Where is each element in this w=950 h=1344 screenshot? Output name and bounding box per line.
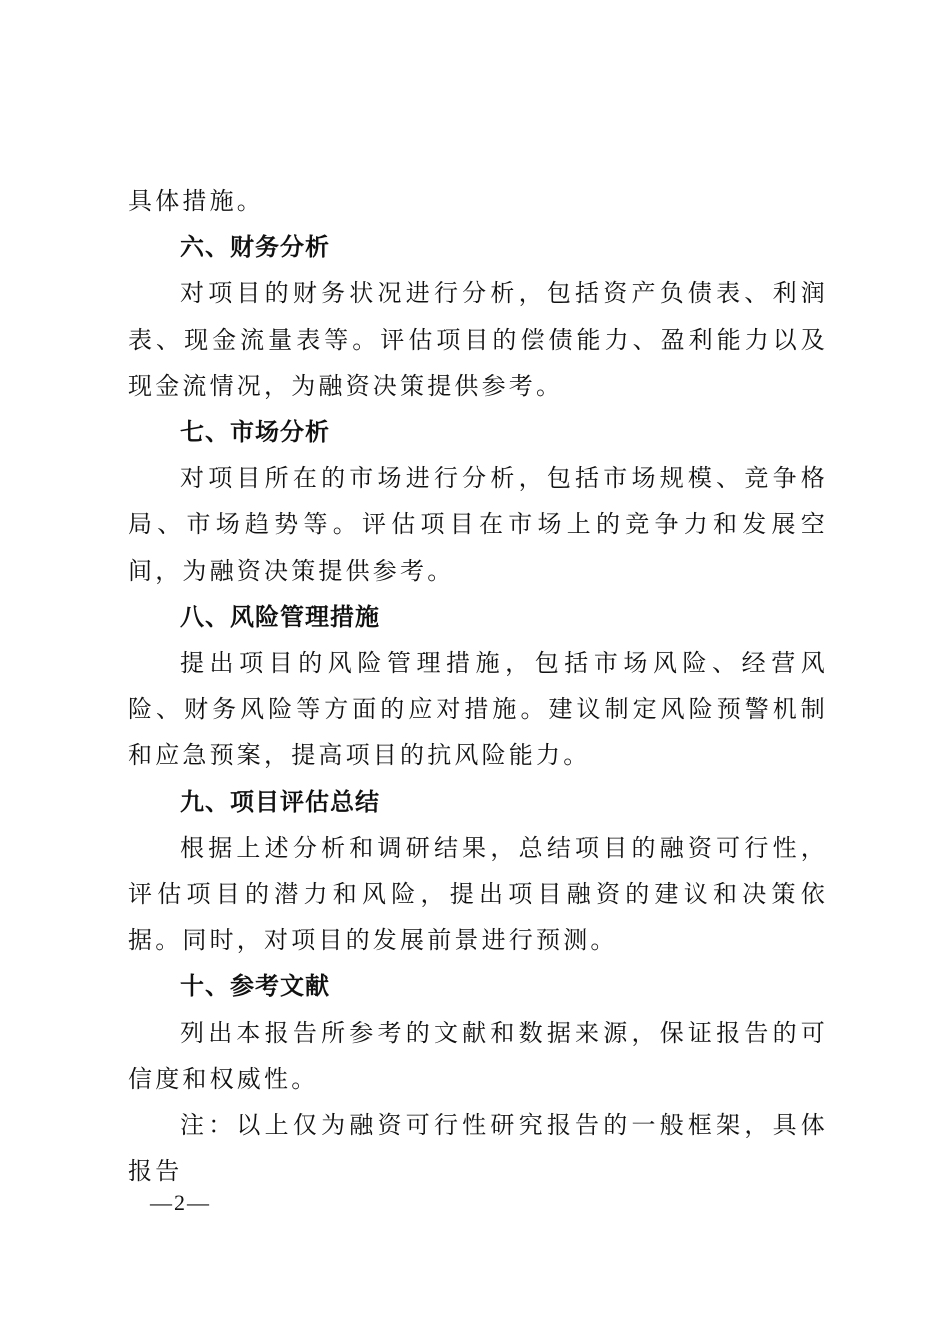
section-heading-risk-management: 八、风险管理措施 (180, 602, 380, 631)
paragraph-evaluation-summary: 根据上述分析和调研结果，总结项目的融资可行性，评估项目的潜力和风险，提出项目融资的建议和决策依据。同时，对项目的发展前景进行预测。 (128, 833, 828, 955)
section-heading-references: 十、参考文献 (180, 972, 330, 1001)
paragraph-continuation: 具体措施。 (128, 187, 264, 215)
page-number: —2— (150, 1190, 211, 1215)
paragraph-risk-management: 提出项目的风险管理措施，包括市场风险、经营风险、财务风险等方面的应对措施。建议制定风险预警机制和应急预案，提高项目的抗风险能力。 (128, 649, 828, 770)
paragraph-market-analysis: 对项目所在的市场进行分析，包括市场规模、竞争格局、市场趋势等。评估项目在市场上的竞争力和发展空间，为融资决策提供参考。 (128, 464, 828, 585)
section-heading-financial-analysis: 六、财务分析 (180, 233, 330, 262)
document-body (128, 178, 828, 1194)
section-heading-evaluation-summary: 九、项目评估总结 (180, 787, 380, 816)
paragraph-references: 列出本报告所参考的文献和数据来源，保证报告的可信度和权威性。 (128, 1018, 828, 1093)
paragraph-note: 注：以上仅为融资可行性研究报告的一般框架，具体报告 (128, 1111, 828, 1186)
section-heading-market-analysis: 七、市场分析 (180, 418, 330, 447)
paragraph-financial-analysis: 对项目的财务状况进行分析，包括资产负债表、利润表、现金流量表等。评估项目的偿债能力、盈利能力以及现金流情况，为融资决策提供参考。 (128, 279, 828, 400)
